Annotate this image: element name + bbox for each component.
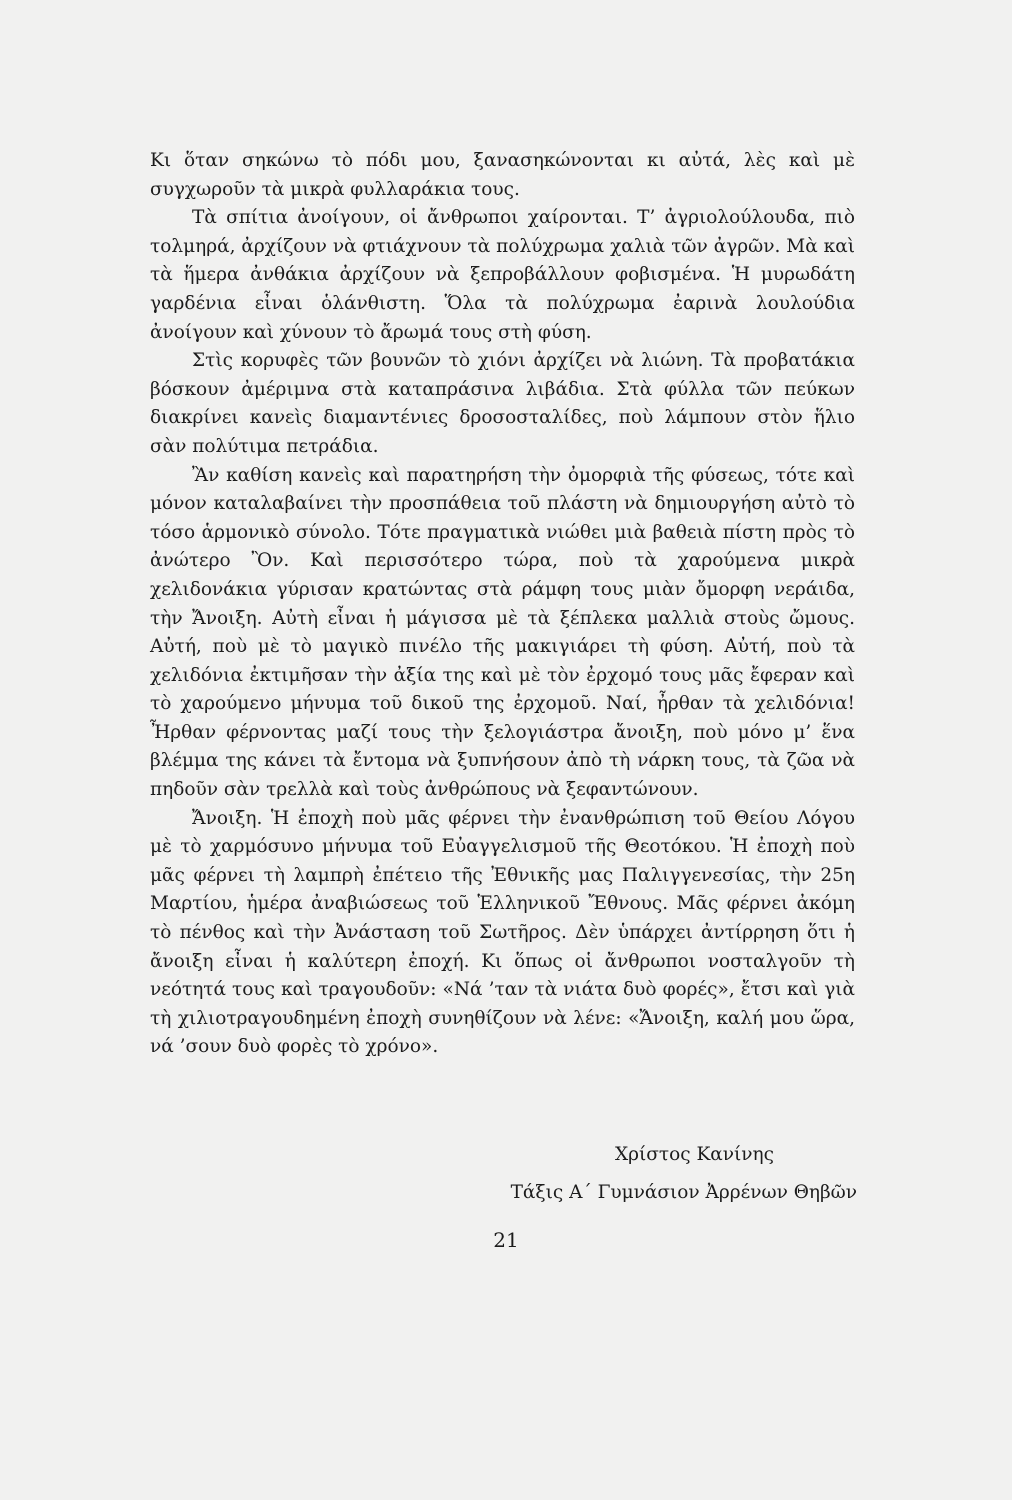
paragraph: Κι ὅταν σηκώνω τὸ πόδι μου, ξανασηκώνονται κι αὐτά, λὲς καὶ μὲ συγχωροῦν τὰ μικρὰ φυλλαράκια τους. [150,150,855,200]
paragraph: Ἂν καθίση κανεὶς καὶ παρατηρήση τὴν ὀμορφιὰ τῆς φύσεως, τότε καὶ μόνον καταλαβαίνει τὴν προσπάθεια τοῦ πλάστη νὰ δημιουργήση αὐτὸ τὸ τόσο ἁρμονικὸ σύνολο. Τότε πραγματικὰ νιώθει μιὰ βαθειὰ πίστη πρὸς τὸ ἀνώτερο Ὂν. Καὶ περισσότερο τώρα, ποὺ τὰ χαρούμενα μικρὰ χελιδονάκια γύρισαν κρατώντας στὰ ράμφη τους μιὰν ὄμορφη νεράιδα, τὴν Ἄνοιξη. Αὐτὴ εἶναι ἡ μάγισσα μὲ τὰ ξέπλεκα μαλλιὰ στοὺς ὤμους. Αὐτή, ποὺ μὲ τὸ μαγικὸ πινέλο τῆς μακιγιάρει τὴ φύση. Αὐτή, ποὺ τὰ χελιδόνια ἐκτιμῆσαν τὴν ἀξία της καὶ μὲ τὸν ἐρχομό τους μᾶς ἔφεραν καὶ τὸ χαρούμενο μήνυμα τοῦ δικοῦ της ἐρχομοῦ. Ναί, ἦρθαν τὰ χελιδόνια! Ἦρθαν φέρνοντας μαζί τους τὴν ξελογιάστρα ἄνοιξη, ποὺ μόνο μ’ ἕνα βλέμμα της κάνει τὰ ἔντομα νὰ ξυπνήσουν ἀπὸ τὴ νάρκη τους, τὰ ζῶα νὰ πηδοῦν σὰν τρελλὰ καὶ τοὺς ἀνθρώπους νὰ ξεφαντώνουν. [150,464,855,801]
author-school: Τάξις Α΄ Γυμνάσιον Ἀρρένων Θηβῶν [510,1182,857,1203]
body-text [150,147,855,1062]
paragraph: Ἄνοιξη. Ἡ ἐποχὴ ποὺ μᾶς φέρνει τὴν ἐνανθρώπιση τοῦ Θείου Λόγου μὲ τὸ χαρμόσυνο μήνυμα τοῦ Εὐαγγελισμοῦ τῆς Θεοτόκου. Ἡ ἐποχὴ ποὺ μᾶς φέρνει τὴ λαμπρὴ ἐπέτειο τῆς Ἐθνικῆς μας Παλιγγενεσίας, τὴν 25η Μαρτίου, ἡμέρα ἀναβιώσεως τοῦ Ἑλληνικοῦ Ἔθνους. Μᾶς φέρνει ἀκόμη τὸ πένθος καὶ τὴν Ἀνάσταση τοῦ Σωτῆρος. Δὲν ὑπάρχει ἀντίρρηση ὅτι ἡ ἄνοιξη εἶναι ἡ καλύτερη ἐποχή. Κι ὅπως οἱ ἄνθρωποι νοσταλγοῦν τὴ νεότητά τους καὶ τραγουδοῦν: «Νά ’ταν τὰ νιάτα δυὸ φορές», ἔτσι καὶ γιὰ τὴ χιλιοτραγουδημένη ἐποχὴ συνηθίζουν νὰ λένε: «Ἄνοιξη, καλή μου ὥρα, νά ’σουν δυὸ φορὲς τὸ χρόνο». [150,807,855,1058]
page-number: 21 [493,1228,519,1252]
paragraph: Τὰ σπίτια ἀνοίγουν, οἱ ἄνθρωποι χαίρονται. Τ’ ἀγριολούλουδα, πιὸ τολμηρά, ἀρχίζουν νὰ φτιάχνουν τὰ πολύχρωμα χαλιὰ τῶν ἀγρῶν. Μὰ καὶ τὰ ἥμερα ἀνθάκια ἀρχίζουν νὰ ξεπροβάλλουν φοβισμένα. Ἡ μυρωδάτη γαρδένια εἶναι ὁλάνθιστη. Ὅλα τὰ πολύχρωμα ἐαρινὰ λουλούδια ἀνοίγουν καὶ χύνουν τὸ ἄρωμά τους στὴ φύση. [150,207,855,343]
author-signature [511,1136,857,1212]
paragraph: Στὶς κορυφὲς τῶν βουνῶν τὸ χιόνι ἀρχίζει νὰ λιώνη. Τὰ προβατάκια βόσκουν ἀμέριμνα στὰ καταπράσινα λιβάδια. Στὰ φύλλα τῶν πεύκων διακρίνει κανεὶς διαμαντένιες δροσοσταλίδες, ποὺ λάμπουν στὸν ἥλιο σὰν πολύτιμα πετράδια. [150,350,855,457]
author-name: Χρίστος Κανίνης [614,1144,774,1165]
